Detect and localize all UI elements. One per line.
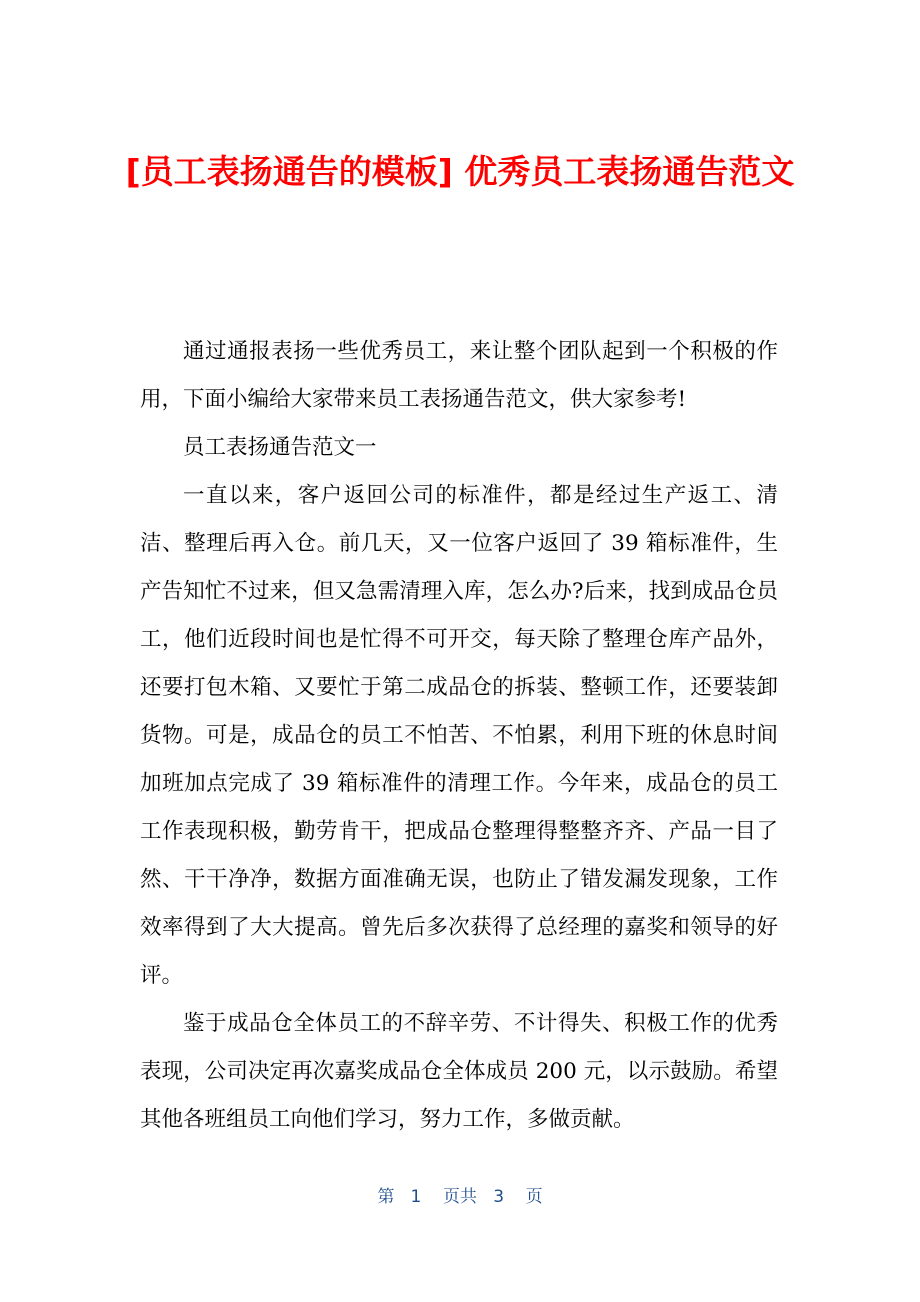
reward-paragraph: 鉴于成品仓全体员工的不辞辛劳、不计得失、积极工作的优秀表现，公司决定再次嘉奖成品仓全体成员 200 元，以示鼓励。希望其他各班组员工向他们学习，努力工作，多做贡献。 (140, 1011, 778, 1132)
footer-middle: 页共 (443, 1187, 477, 1207)
footer-prefix: 第 (377, 1187, 395, 1207)
document-body (140, 328, 778, 1144)
story-paragraph: 一直以来，客户返回公司的标准件，都是经过生产返工、清洁、整理后再入仓。前几天，又一位客户返回了 39 箱标准件，生产告知忙不过来，但又急需清理入库，怎么办?后来，找到成品仓员工，他们近段时间也是忙得不可开交，每天除了整理仓库产品外，还要打包木箱、又要忙于第二成品仓的拆装、整顿工作，还要装卸货物。可是，成品仓的员工不怕苦、不怕累，利用下班的休息时间加班加点完成了 39 箱标准件的清理工作。今年来，成品仓的员工工作表现积极，勤劳肯干，把成品仓整理得整整齐齐、产品一目了然、干干净净，数据方面准确无误，也防止了错发漏发现象，工作效率得到了大大提高。曾先后多次获得了总经理的嘉奖和领导的好评。 (140, 483, 778, 988)
footer-suffix: 页 (525, 1187, 543, 1207)
footer-total-pages: 3 (493, 1187, 505, 1207)
page-footer (0, 1182, 920, 1207)
footer-current-page: 1 (410, 1187, 422, 1207)
intro-paragraph: 通过通报表扬一些优秀员工，来让整个团队起到一个积极的作用，下面小编给大家带来员工表扬通告范文，供大家参考! (140, 339, 778, 412)
section-heading: 员工表扬通告范文一 (183, 435, 377, 460)
document-title: [员工表扬通告的模板] 优秀员工表扬通告范文 (125, 152, 795, 191)
